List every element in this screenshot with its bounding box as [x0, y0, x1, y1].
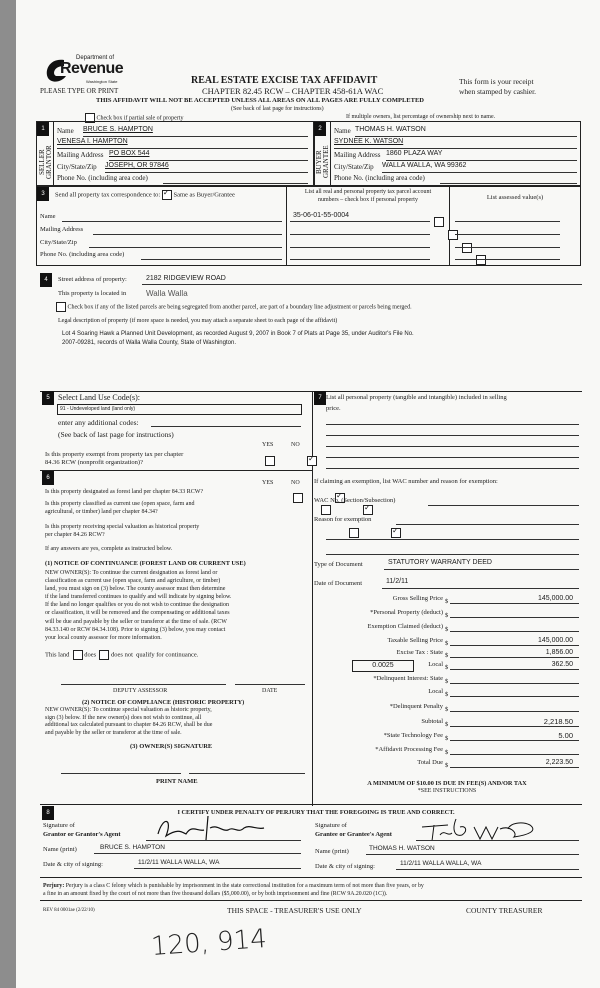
- buyer-grantee-label: [316, 142, 330, 182]
- does-not-checkbox[interactable]: [99, 650, 109, 660]
- personal-property-line-1[interactable]: [326, 424, 579, 425]
- grantor-signature-line: [146, 840, 301, 841]
- grantee-signature-label-2: Grantee or Grantee's Agent: [315, 831, 392, 838]
- notice-line: or classification, it will be removed and the compensating or additional taxes: [45, 610, 230, 617]
- parcel-line-4[interactable]: [290, 259, 430, 260]
- located-in-label: This property is located in: [58, 290, 127, 297]
- state-technology-fee-label: *State Technology Fee: [383, 732, 443, 739]
- seller-phone-label: Phone No. (including area code): [57, 174, 148, 182]
- taxable-selling-price-value[interactable]: 145,000.00: [537, 637, 573, 644]
- parcel-header-line1: List all real and personal property tax parcel account: [304, 189, 432, 195]
- affidavit-page: [16, 0, 600, 988]
- seller-mailing-label: Mailing Address: [57, 151, 104, 159]
- notice-line: if the land transferred continues to qualify and will indicate by signing below.: [45, 594, 232, 601]
- corr-phone-field[interactable]: [141, 259, 282, 260]
- does-label: does: [84, 651, 97, 659]
- total-due-label: Total Due: [417, 759, 443, 766]
- land-use-select[interactable]: 91 - Undeveloped land (land only): [57, 404, 302, 415]
- signature-section-border: [40, 804, 582, 805]
- forest-yes-checkbox[interactable]: [293, 493, 303, 503]
- send-correspondence-row: [55, 190, 235, 200]
- tax-correspondence-section: [36, 186, 581, 266]
- buyer-name2-field[interactable]: SYDNEE K. WATSON: [334, 138, 404, 145]
- form-chapter: CHAPTER 82.45 RCW – CHAPTER 458-61A WAC: [202, 86, 384, 96]
- state-technology-fee-value[interactable]: 5.00: [558, 731, 573, 740]
- delinquent-interest-state-label: *Delinquent Interest: State: [373, 675, 443, 682]
- grantee-signature-line: [416, 840, 579, 841]
- divider: [449, 187, 450, 265]
- underline: [382, 588, 579, 589]
- dollar-sign: $: [445, 706, 449, 713]
- seller-city-field[interactable]: JOSEPH, OR 97846: [105, 162, 169, 169]
- notice-line: NEW OWNER(S): To continue the current designation as forest land or: [45, 570, 218, 576]
- gross-selling-price-label: Gross Selling Price: [392, 595, 443, 602]
- section-number-7: 7: [314, 391, 326, 405]
- seller-mailing-field[interactable]: PO BOX 544: [109, 150, 150, 157]
- underline: [396, 869, 579, 870]
- deputy-assessor-signature[interactable]: [61, 684, 226, 685]
- underline: [355, 136, 577, 137]
- notice-line: sign (3) below. If the new owner(s) does not wish to continue, all: [45, 714, 202, 721]
- additional-codes-label: enter any additional codes:: [58, 418, 139, 427]
- underline: [382, 172, 577, 173]
- underline: [94, 853, 301, 854]
- notice-line: your local county assessor for more information.: [45, 634, 162, 641]
- treasurer-use-only: THIS SPACE - TREASURER'S USE ONLY: [227, 906, 362, 915]
- seller-label: SELLER: [38, 149, 46, 175]
- dollar-sign: $: [445, 626, 449, 633]
- notice-continuance-title: (1) NOTICE OF CONTINUANCE (FOREST LAND OR CURRENT USE): [45, 560, 246, 567]
- does-checkbox[interactable]: [73, 650, 83, 660]
- send-correspondence-label: Send all property tax correspondence to:: [55, 191, 161, 199]
- exemption-reason-line-2[interactable]: [326, 539, 579, 540]
- agency-line3: Washington State: [86, 79, 118, 84]
- grantee-signature-label-1: Signature of: [315, 822, 347, 829]
- perjury-label: Perjury:: [43, 883, 65, 889]
- seller-grantor-label: [39, 142, 53, 182]
- land-use-instructions: (See back of last page for instructions): [58, 430, 174, 439]
- buyer-mailing-label: Mailing Address: [334, 151, 381, 159]
- dollar-sign: $: [445, 749, 449, 756]
- personal-property-label-2: price.: [326, 405, 341, 412]
- underline: [384, 569, 579, 570]
- grantee-name-label: Name (print): [315, 848, 349, 855]
- document-type-label: Type of Document: [314, 561, 363, 568]
- owner-signature-field[interactable]: [61, 773, 181, 774]
- perjury-bottom-border: [40, 900, 582, 901]
- amount-line: [450, 726, 579, 727]
- current-use-question-line1: Is this property classified as current use (open space, farm and: [45, 501, 195, 507]
- legal-description-line2[interactable]: 2007-09281, records of Walla Walla County, State of Washington.: [62, 340, 236, 346]
- subtotal-label: Subtotal: [421, 718, 443, 725]
- instructions-reference: (See back of last page for instructions): [231, 106, 324, 112]
- assessed-value-4[interactable]: [455, 259, 560, 260]
- divider: [330, 122, 331, 185]
- grantor-signature-label-1: Signature of: [43, 822, 75, 829]
- section-number-3: 3: [37, 187, 49, 201]
- gross-selling-price-value[interactable]: 145,000.00: [537, 595, 573, 602]
- underline: [57, 148, 308, 149]
- exemption-reason-line-3[interactable]: [326, 554, 579, 555]
- personal-property-label: List all personal property (tangible and intangible) included in selling: [326, 394, 507, 401]
- right-column-top-border: [312, 391, 582, 392]
- exemption-claimed-label: Exemption Claimed (deduct): [367, 623, 443, 630]
- buyer-mailing-field[interactable]: 1860 PLAZA WAY: [386, 150, 443, 157]
- owner-signature-title: (3) OWNER(S) SIGNATURE: [130, 743, 213, 750]
- document-date-label: Date of Document: [314, 580, 363, 587]
- underline: [386, 160, 577, 161]
- amount-line: [450, 740, 579, 741]
- buyer-name-field[interactable]: THOMAS H. WATSON: [355, 126, 426, 133]
- section-number-5: 5: [42, 391, 54, 405]
- notice-line: NEW OWNER(S): To continue special valuation as historic property,: [45, 707, 212, 713]
- exemption-reason-field[interactable]: [396, 524, 579, 525]
- corr-city-field[interactable]: [89, 247, 282, 248]
- underline: [83, 136, 308, 137]
- county-treasurer-label: COUNTY TREASURER: [466, 906, 543, 915]
- owner-signature-field-2[interactable]: [189, 773, 305, 774]
- section-number-6: 6: [42, 471, 54, 485]
- amount-line: [450, 669, 579, 670]
- grantee-signature[interactable]: [418, 815, 548, 843]
- receipt-note-2: when stamped by cashier.: [459, 87, 537, 96]
- does-not-label: does not: [111, 651, 133, 659]
- grantor-name-field[interactable]: BRUCE S. HAMPTON: [100, 844, 165, 851]
- amount-line: [450, 631, 579, 632]
- dollar-sign: $: [445, 691, 449, 698]
- dollar-sign: $: [445, 735, 449, 742]
- personal-property-checkbox-1[interactable]: [434, 217, 444, 227]
- parcel-number-1[interactable]: 35-06-01-55-0004: [293, 212, 350, 219]
- segregated-checkbox[interactable]: [56, 302, 66, 312]
- document-type-field[interactable]: STATUTORY WARRANTY DEED: [388, 559, 492, 566]
- land-use-label: Select Land Use Code(s):: [58, 393, 140, 402]
- parcel-line-3[interactable]: [290, 247, 430, 248]
- segregated-label: Check box if any of the listed parcels are being segregated from another parcel, are part of a boundary line adjustment or parcels being merged.: [67, 304, 412, 311]
- excise-tax-local-label: Local: [428, 661, 443, 668]
- exemption-label: If claiming an exemption, list WAC number and reason for exemption:: [314, 478, 498, 485]
- corr-phone-label: Phone No. (including area code): [40, 251, 125, 258]
- corr-name-field[interactable]: [62, 221, 282, 222]
- handwritten-receipt-number: 120, 914: [150, 923, 268, 963]
- notice-compliance-title: (2) NOTICE OF COMPLIANCE (HISTORIC PROPERTY): [82, 699, 245, 706]
- deputy-assessor-label: DEPUTY ASSESSOR: [113, 688, 168, 694]
- amount-line: [450, 767, 579, 768]
- parcel-line-1: [290, 221, 430, 222]
- dollar-sign: $: [445, 678, 449, 685]
- yes-header: YES: [262, 442, 274, 448]
- dor-logo: [42, 52, 132, 92]
- exempt-question-line2: 84.36 RCW (nonprofit organization)?: [45, 459, 143, 466]
- this-land-label: This land: [45, 651, 70, 659]
- grantor-date-field[interactable]: 11/2/11 WALLA WALLA, WA: [138, 859, 220, 866]
- amount-line: [450, 645, 579, 646]
- perjury-border: [40, 877, 582, 878]
- current-use-no-checkbox[interactable]: [363, 505, 373, 515]
- buyer-label: BUYER: [315, 150, 323, 174]
- assessor-date-field[interactable]: [235, 684, 305, 685]
- notice-line: additional tax calculated pursuant to chapter 84.26 RCW, shall be due: [45, 722, 213, 728]
- local-rate-field[interactable]: 0.0025: [352, 660, 414, 672]
- excise-tax-local-value[interactable]: 362.50: [551, 661, 573, 668]
- seller-name-label: Name: [57, 127, 74, 135]
- divider: [286, 187, 287, 265]
- amount-line: [450, 617, 579, 618]
- affidavit-processing-fee-label: *Affidavit Processing Fee: [375, 746, 443, 753]
- historic-yes-checkbox[interactable]: [349, 528, 359, 538]
- seller-name2-field[interactable]: VENESA I. HAMPTON: [57, 138, 128, 145]
- dollar-sign: $: [445, 598, 449, 605]
- section-number-4: 4: [40, 273, 52, 287]
- seller-grantor-section: [36, 121, 315, 186]
- underline: [109, 160, 308, 161]
- buyer-phone-label: Phone No. (including area code): [334, 174, 425, 182]
- notice-line: classification as current use (open space, farm and agriculture, or timber): [45, 578, 221, 585]
- perjury-notice: [43, 882, 583, 898]
- parcel-header-line2: numbers – check box if personal property: [318, 197, 418, 203]
- section-number-8: 8: [42, 806, 54, 820]
- buyer-city-label: City/State/Zip: [334, 163, 374, 171]
- amount-line: [450, 754, 579, 755]
- legal-description-label: Legal description of property (if more space is needed, you may attach a separate sheet to each page of the affidavit): [58, 318, 338, 324]
- partial-sale-label: Check box if partial sale of property: [96, 115, 184, 122]
- exempt-yes-checkbox[interactable]: [265, 456, 275, 466]
- assessed-value-1[interactable]: [455, 221, 560, 222]
- please-type: PLEASE TYPE OR PRINT: [40, 87, 119, 95]
- segregated-row: [56, 302, 412, 312]
- buyer-grantee-section: [313, 121, 581, 186]
- personal-property-deduct-label: *Personal Property (deduct): [370, 609, 443, 616]
- notice-line: land, you must sign on (3) below. The county assessor must then determine: [45, 586, 226, 593]
- print-name-label: PRINT NAME: [156, 778, 198, 785]
- receipt-note-1: This form is your receipt: [459, 77, 534, 86]
- underline: [142, 284, 582, 285]
- agency-line1: Department of: [76, 55, 115, 61]
- section-number-1: 1: [37, 122, 49, 136]
- assessed-header: List assessed value(s): [486, 194, 544, 201]
- perjury-text-1: Perjury is a class C felony which is punishable by imprisonment in the state correctional institution for a maximum term of not more than five years, or by: [64, 883, 424, 889]
- historic-no-checkbox[interactable]: [391, 528, 401, 538]
- no-header: NO: [291, 480, 300, 486]
- underline: [105, 172, 308, 173]
- notice-compliance-text: [45, 707, 309, 737]
- same-as-buyer-checkbox[interactable]: [162, 190, 172, 200]
- no-header: NO: [291, 442, 300, 448]
- personal-property-line-4[interactable]: [326, 457, 579, 458]
- corr-name-label: Name: [40, 213, 56, 220]
- delinquent-penalty-label: *Delinquent Penalty: [389, 703, 443, 710]
- exempt-question-line1: Is this property exempt from property tax per chapter: [45, 451, 184, 458]
- forest-land-question: Is this property designated as forest land per chapter 84.33 RCW?: [45, 489, 204, 495]
- subtotal-value[interactable]: 2,218.50: [543, 717, 573, 726]
- historic-question-line2: per chapter 84.26 RCW?: [45, 532, 105, 538]
- dollar-sign: $: [445, 640, 449, 647]
- street-address-field[interactable]: 2182 RIDGEVIEW ROAD: [146, 275, 226, 282]
- grantee-label: GRANTEE: [322, 145, 330, 179]
- grantee-date-field[interactable]: 11/2/11 WALLA WALLA, WA: [400, 860, 482, 867]
- grantor-date-label: Date & city of signing:: [43, 861, 103, 868]
- seller-phone-field[interactable]: [163, 183, 308, 184]
- see-instructions-note: *SEE INSTRUCTIONS: [417, 788, 477, 794]
- dollar-sign: $: [445, 652, 449, 659]
- underline: [134, 868, 301, 869]
- dollar-sign: $: [445, 612, 449, 619]
- grantor-label: GRANTOR: [45, 145, 53, 179]
- notice-line: If the land no longer qualifies or you do not wish to continue the designation: [45, 602, 229, 609]
- parcel-header: [289, 188, 447, 204]
- assessed-value-2[interactable]: [455, 234, 560, 235]
- corr-mailing-field[interactable]: [93, 234, 282, 235]
- multiple-owners-note: If multiple owners, list percentage of ownership next to name.: [346, 114, 496, 120]
- notice-continuance-text: [45, 569, 309, 642]
- grantor-name-label: Name (print): [43, 846, 77, 853]
- perjury-text-2: a fine in an amount fixed by the court of not more than five thousand dollars ($5,000.00), or by both imprisonment and fine (RCW 9A.20.020 (1C)).: [43, 891, 388, 897]
- grantee-date-label: Date & city of signing:: [315, 863, 375, 870]
- if-yes-instruction: If any answers are yes, complete as instructed below.: [45, 546, 173, 552]
- additional-codes-field[interactable]: [151, 426, 301, 427]
- document-date-field[interactable]: 11/2/11: [386, 578, 409, 585]
- form-revision: REV 84 0001ae (2/22/10): [43, 908, 95, 913]
- notice-line: and payable by the seller or transferor at the time of sale.: [45, 729, 182, 736]
- amount-line: [450, 603, 579, 604]
- dollar-sign: $: [445, 664, 449, 671]
- assessed-value-3[interactable]: [455, 247, 560, 248]
- amount-line: [450, 683, 579, 684]
- amount-line: [450, 657, 579, 658]
- personal-property-line-5[interactable]: [326, 468, 579, 469]
- grantee-name-field[interactable]: THOMAS H. WATSON: [369, 845, 435, 852]
- located-in-field[interactable]: Walla Walla: [146, 289, 188, 298]
- underline: [334, 148, 577, 149]
- notice-line: will be due and payable by the seller or transferor at the time of sale. (RCW: [45, 618, 227, 625]
- wac-number-field[interactable]: [428, 505, 579, 506]
- corr-city-label: City/State/Zip: [40, 239, 77, 246]
- divider: [40, 470, 312, 471]
- section-number-2: 2: [314, 122, 326, 136]
- parcel-line-2[interactable]: [290, 234, 430, 235]
- legal-description-line1[interactable]: Lot 4 Soaring Hawk a Planned Unit Development, as recorded August 9, 2007 in Book 7 of Plats at Page 35, under Auditor's File No.: [62, 331, 414, 337]
- same-as-buyer-label: Same as Buyer/Grantee: [173, 191, 235, 199]
- exemption-reason-label: Reason for exemption: [314, 516, 372, 523]
- divider: [53, 122, 54, 185]
- dollar-sign: $: [445, 721, 449, 728]
- completion-warning: THIS AFFIDAVIT WILL NOT BE ACCEPTED UNLESS ALL AREAS ON ALL PAGES ARE FULLY COMPLETED: [96, 97, 424, 104]
- historic-question-line1: Is this property receiving special valuation as historical property: [45, 524, 200, 530]
- assessor-date-label: DATE: [262, 688, 278, 694]
- seller-name-field[interactable]: BRUCE S. HAMPTON: [83, 126, 153, 133]
- corr-mailing-label: Mailing Address: [40, 226, 84, 233]
- agency-line2: Revenue: [60, 60, 124, 77]
- underline: [366, 854, 579, 855]
- excise-tax-state-value[interactable]: 1,856.00: [545, 649, 573, 656]
- form-title: REAL ESTATE EXCISE TAX AFFIDAVIT: [191, 75, 378, 86]
- grantor-signature-label-2: Grantor or Grantor's Agent: [43, 831, 121, 838]
- notice-line: 84.33.140 or RCW 84.34.108). Prior to signing (3) below, you may contact: [45, 626, 226, 633]
- taxable-selling-price-label: Taxable Selling Price: [387, 637, 443, 644]
- personal-property-checkbox-4[interactable]: [476, 255, 486, 265]
- amount-line: [450, 696, 579, 697]
- current-use-question-line2: agricultural, or timber) land per chapter 84.34?: [45, 509, 158, 515]
- wac-number-label: WAC No. (Section/Subsection): [314, 497, 396, 504]
- personal-property-line-3[interactable]: [326, 446, 579, 447]
- buyer-city-field[interactable]: WALLA WALLA, WA 99362: [382, 162, 467, 169]
- delinquent-interest-local-label: Local: [428, 688, 443, 695]
- personal-property-line-2[interactable]: [326, 435, 579, 436]
- seller-city-label: City/State/Zip: [57, 163, 97, 171]
- yes-header: YES: [262, 480, 274, 486]
- qualify-continuance-row: [45, 650, 198, 660]
- minimum-due-note: A MINIMUM OF $10.00 IS DUE IN FEE(S) AND/OR TAX: [367, 780, 527, 787]
- personal-property-checkbox-2[interactable]: [448, 230, 458, 240]
- buyer-name-label: Name: [334, 127, 351, 135]
- amount-line: [450, 711, 579, 712]
- current-use-yes-checkbox[interactable]: [321, 505, 331, 515]
- perjury-certification: I CERTIFY UNDER PENALTY OF PERJURY THAT THE FOREGOING IS TRUE AND CORRECT.: [177, 809, 455, 816]
- dollar-sign: $: [445, 762, 449, 769]
- excise-tax-state-label: Excise Tax : State: [396, 649, 443, 656]
- personal-property-checkbox-3[interactable]: [462, 243, 472, 253]
- qualify-label: qualify for continuance.: [136, 651, 199, 659]
- exempt-no-checkbox[interactable]: [307, 456, 317, 466]
- street-address-label: Street address of property:: [58, 276, 127, 283]
- total-due-value[interactable]: 2,223.50: [545, 759, 573, 766]
- buyer-phone-field[interactable]: [440, 183, 577, 184]
